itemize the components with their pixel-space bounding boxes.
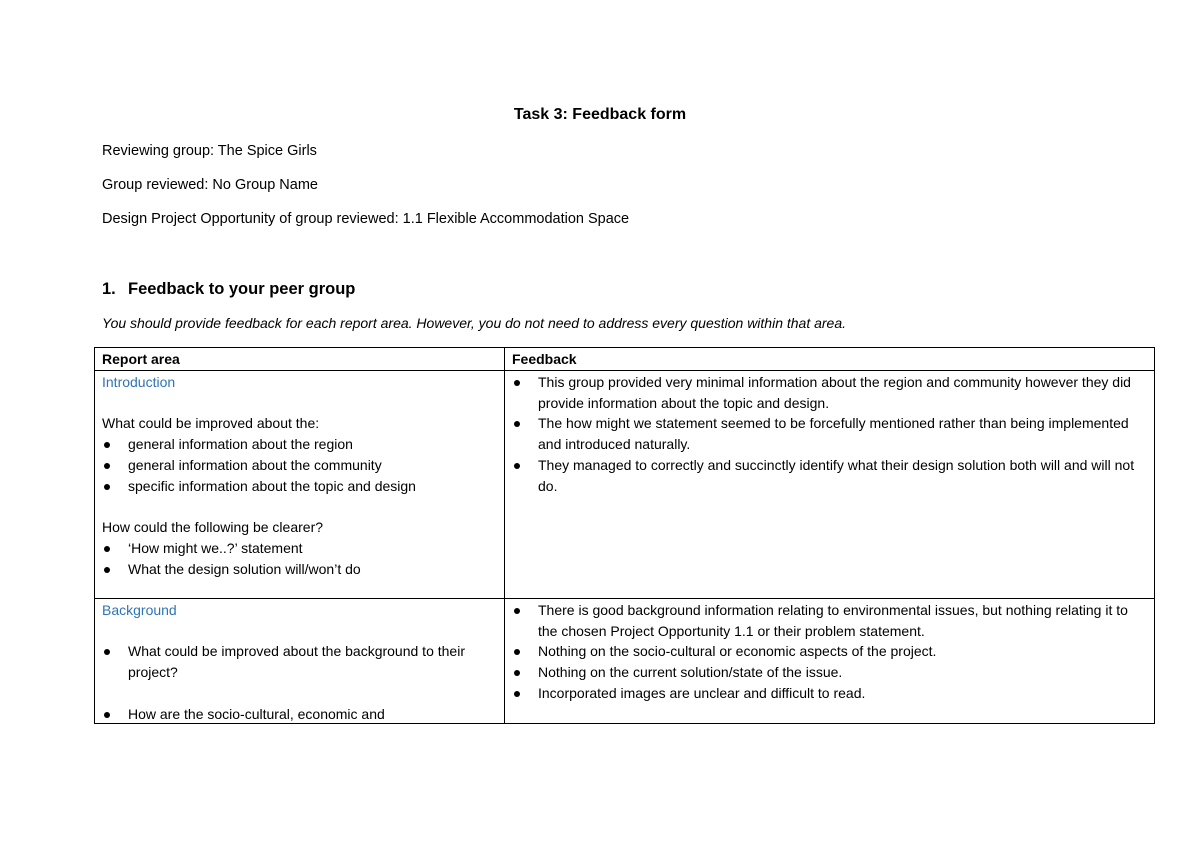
- feedback-cell: [505, 598, 1155, 723]
- area-title-introduction: Introduction: [102, 373, 176, 390]
- list-item: specific information about the topic and design: [102, 476, 497, 497]
- group-reviewed: Group reviewed: No Group Name: [102, 177, 318, 193]
- area-title-background: Background: [102, 601, 177, 618]
- feedback-item: They managed to correctly and succinctly identify what their design solution both will and will not do.: [512, 455, 1147, 497]
- table-header-row: [95, 348, 1155, 371]
- list-item: What could be improved about the background to their project?: [102, 641, 497, 683]
- section-number: 1.: [102, 280, 116, 298]
- feedback-item: Incorporated images are unclear and difficult to read.: [512, 683, 1147, 704]
- feedback-item: This group provided very minimal information about the region and community however they did provide information about the topic and design.: [512, 372, 1147, 414]
- reviewing-group: Reviewing group: The Spice Girls: [102, 143, 317, 159]
- list-item: What the design solution will/won’t do: [102, 559, 497, 580]
- feedback-item: Nothing on the current solution/state of the issue.: [512, 662, 1147, 683]
- feedback-table: [94, 347, 1155, 724]
- header-feedback: Feedback: [505, 348, 1155, 371]
- bullet-list: [102, 641, 497, 683]
- report-area-cell: [95, 370, 505, 598]
- table-row: [95, 598, 1155, 723]
- section-instructions: You should provide feedback for each report area. However, you do not need to address every question within that area.: [102, 315, 847, 331]
- header-report-area: Report area: [95, 348, 505, 371]
- list-item: general information about the region: [102, 434, 497, 455]
- bullet-list: [102, 434, 497, 496]
- bullet-list: [102, 538, 497, 580]
- form-title: Task 3: Feedback form: [513, 106, 687, 123]
- list-item: ‘How might we..?’ statement: [102, 538, 497, 559]
- feedback-item: There is good background information relating to environmental issues, but nothing relating it to the chosen Project Opportunity 1.1 or their problem statement.: [512, 600, 1147, 642]
- list-item: general information about the community: [102, 455, 497, 476]
- design-project-opportunity: Design Project Opportunity of group reviewed: 1.1 Flexible Accommodation Space: [102, 211, 630, 227]
- report-area-cell: [95, 598, 505, 723]
- section-heading: [102, 280, 355, 299]
- list-item: How are the socio-cultural, economic and: [102, 704, 497, 723]
- feedback-cell: [505, 370, 1155, 598]
- prompt-text: How could the following be clearer?: [102, 519, 324, 536]
- feedback-item: Nothing on the socio-cultural or economic aspects of the project.: [512, 641, 1147, 662]
- feedback-item: The how might we statement seemed to be forcefully mentioned rather than being implemented and introduced naturally.: [512, 413, 1147, 455]
- feedback-list: [512, 372, 1147, 497]
- section-title: Feedback to your peer group: [128, 280, 356, 298]
- prompt-text: What could be improved about the:: [102, 415, 320, 432]
- bullet-list: [102, 704, 497, 723]
- feedback-list: [512, 600, 1147, 704]
- table-row: [95, 370, 1155, 598]
